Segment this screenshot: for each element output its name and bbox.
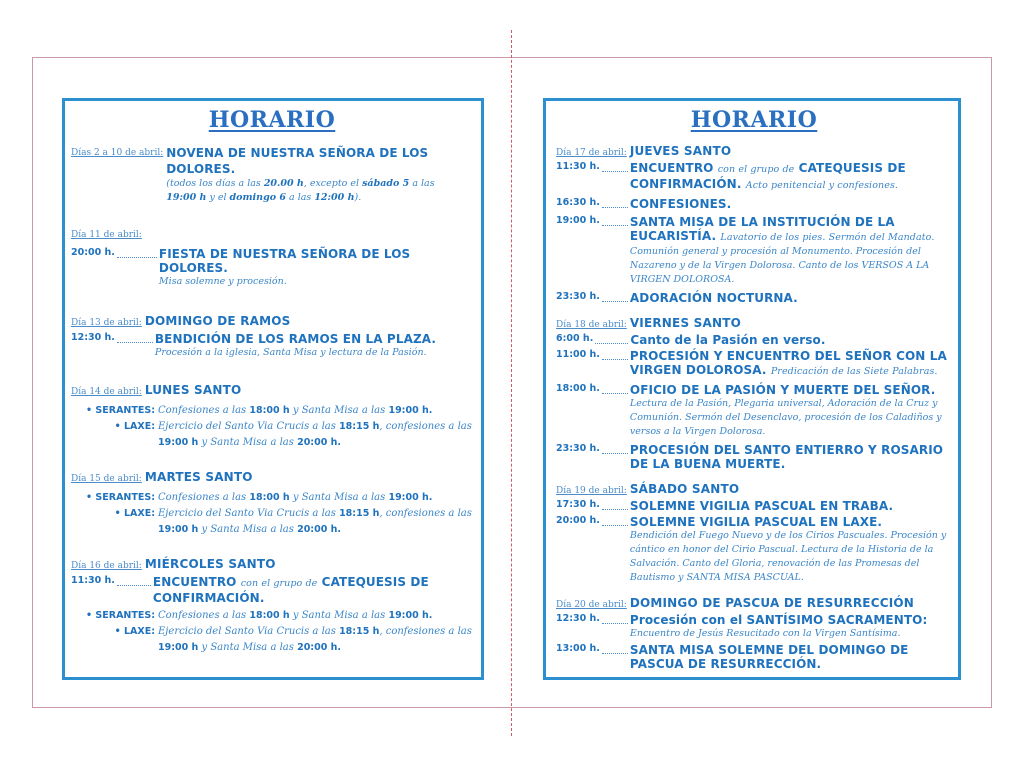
day18-ev3-time: 18:00 h. bbox=[556, 383, 600, 394]
left-schedule-panel bbox=[62, 98, 484, 680]
day18-block bbox=[556, 315, 952, 471]
day18-ev4-title: PROCESIÓN DEL SANTO ENTIERRO Y ROSARIO DE LA BUENA MUERTE. bbox=[629, 443, 944, 471]
day16-laxe: • LAXE: Ejercicio del Santo Via Crucis a las 18:15 h, confesiones a las 19:00 h y Santa Misa a las 20:00 h. bbox=[114, 626, 472, 653]
day17-head: JUEVES SANTO bbox=[629, 144, 732, 158]
day13-note: Procesión a la iglesia, Santa Misa y lectura de la Pasión. bbox=[154, 347, 427, 358]
day20-ev1-time: 12:30 h. bbox=[556, 613, 600, 624]
right-schedule-panel bbox=[543, 98, 961, 680]
day18-head: VIERNES SANTO bbox=[629, 316, 742, 330]
day16-head: MIÉRCOLES SANTO bbox=[144, 557, 276, 571]
day15-date: Día 15 de abril: bbox=[71, 474, 142, 484]
day15-block bbox=[71, 469, 473, 538]
day14-date: Día 14 de abril: bbox=[71, 387, 142, 397]
right-title: HORARIO bbox=[690, 107, 818, 133]
day11-title: FIESTA DE NUESTRA SEÑORA DE LOS DOLORES. bbox=[158, 247, 411, 275]
fold-line bbox=[511, 30, 512, 736]
day16-block bbox=[71, 556, 473, 656]
day19-ev2-time: 20:00 h. bbox=[556, 515, 600, 526]
day13-block bbox=[71, 313, 473, 360]
day11-date: Día 11 de abril: bbox=[71, 230, 142, 240]
day18-ev3-note: Lectura de la Pasión, Plegaria universal, Adoración de la Cruz y Comunión. Sermón del Desenclavo, procesión de los Caladiños y versos a la Virgen Dolorosa. bbox=[629, 398, 942, 437]
day17-ev3-note: Comunión general y procesión al Monumento. Procesión del Nazareno y de la Virgen Dolorosa. Canto de los VERSOS A LA VIRGEN DOLOROSA. bbox=[629, 246, 930, 285]
day14-laxe: • LAXE: Ejercicio del Santo Via Crucis a las 18:15 h, confesiones a las 19:00 h y Santa Misa a las 20:00 h. bbox=[114, 421, 472, 448]
day20-ev1-note: Encuentro de Jesús Resucitado con la Virgen Santísima. bbox=[629, 628, 901, 639]
day13-time: 12:30 h. bbox=[71, 332, 115, 343]
day20-head: DOMINGO DE PASCUA DE RESURRECCIÓN bbox=[629, 596, 915, 610]
day17-date: Día 17 de abril: bbox=[556, 148, 627, 158]
day17-ev3-time: 19:00 h. bbox=[556, 215, 600, 226]
day17-ev2-title: CONFESIONES. bbox=[629, 197, 732, 211]
day19-ev1-time: 17:30 h. bbox=[556, 499, 600, 510]
day15-head: MARTES SANTO bbox=[144, 470, 253, 484]
day19-ev2-title: SOLEMNE VIGILIA PASCUAL EN LAXE. bbox=[629, 515, 883, 529]
day13-head: DOMINGO DE RAMOS bbox=[144, 314, 291, 328]
day17-ev1-time: 11:30 h. bbox=[556, 161, 600, 172]
day18-ev4-time: 23:30 h. bbox=[556, 443, 600, 454]
day18-ev1-time: 6:00 h. bbox=[556, 333, 594, 344]
day16-date: Día 16 de abril: bbox=[71, 561, 142, 571]
day16-time: 11:30 h. bbox=[71, 575, 115, 586]
day20-ev1-title: Procesión con el SANTÍSIMO SACRAMENTO: bbox=[629, 613, 928, 627]
day17-ev3-title: SANTA MISA DE LA INSTITUCIÓN DE LA EUCARISTÍA. Lavatorio de los pies. Sermón del Mandato. bbox=[629, 215, 935, 243]
day17-ev1-title: ENCUENTRO con el grupo de CATEQUESIS DE CONFIRMACIÓN. Acto penitencial y confesiones. bbox=[629, 161, 906, 191]
day20-ev2-time: 13:00 h. bbox=[556, 643, 600, 654]
day18-ev1-title: Canto de la Pasión en verso. bbox=[630, 333, 826, 347]
novena-note: (todos los días a las 20.00 h, excepto el sábado 5 a las 19:00 h y el domingo 6 a las 12:00 h). bbox=[166, 178, 435, 203]
day14-serantes: • SERANTES: Confesiones a las 18:00 h y Santa Misa a las 19:00 h. bbox=[86, 405, 433, 416]
day19-date: Día 19 de abril: bbox=[556, 486, 627, 496]
left-title: HORARIO bbox=[208, 107, 336, 133]
day18-ev3-title: OFICIO DE LA PASIÓN Y MUERTE DEL SEÑOR. bbox=[629, 383, 936, 397]
day19-ev1-title: SOLEMNE VIGILIA PASCUAL EN TRABA. bbox=[629, 499, 894, 513]
novena-date: Días 2 a 10 de abril: bbox=[71, 148, 164, 158]
day11-block bbox=[71, 227, 473, 289]
novena-block bbox=[71, 145, 473, 205]
day17-ev4-time: 23:30 h. bbox=[556, 291, 600, 302]
day13-date: Día 13 de abril: bbox=[71, 318, 142, 328]
day15-laxe: • LAXE: Ejercicio del Santo Via Crucis a las 18:15 h, confesiones a las 19:00 h y Santa Misa a las 20:00 h. bbox=[114, 508, 472, 535]
day16-title: ENCUENTRO con el grupo de CATEQUESIS DE CONFIRMACIÓN. bbox=[152, 575, 429, 605]
novena-title: NOVENA DE NUESTRA SEÑORA DE LOS DOLORES. bbox=[166, 146, 429, 176]
day13-title: BENDICIÓN DE LOS RAMOS EN LA PLAZA. bbox=[154, 332, 437, 346]
day20-date: Día 20 de abril: bbox=[556, 600, 627, 610]
day19-block bbox=[556, 481, 952, 585]
day11-note: Misa solemne y procesión. bbox=[158, 276, 287, 287]
day17-block bbox=[556, 143, 952, 305]
day14-block bbox=[71, 382, 473, 451]
day11-time: 20:00 h. bbox=[71, 247, 115, 258]
day16-serantes: • SERANTES: Confesiones a las 18:00 h y Santa Misa a las 19:00 h. bbox=[86, 610, 433, 621]
day17-ev4-title: ADORACIÓN NOCTURNA. bbox=[629, 291, 798, 305]
day18-ev2-title: PROCESIÓN Y ENCUENTRO DEL SEÑOR CON LA VIRGEN DOLOROSA. Predicación de las Siete Palabras. bbox=[629, 349, 947, 377]
day20-block bbox=[556, 595, 952, 671]
day17-ev2-time: 16:30 h. bbox=[556, 197, 600, 208]
day20-ev2-title: SANTA MISA SOLEMNE DEL DOMINGO DE PASCUA DE RESURRECCIÓN. bbox=[629, 643, 909, 671]
day18-ev2-time: 11:00 h. bbox=[556, 349, 600, 360]
day15-serantes: • SERANTES: Confesiones a las 18:00 h y Santa Misa a las 19:00 h. bbox=[86, 492, 433, 503]
day18-date: Día 18 de abril: bbox=[556, 320, 627, 330]
day19-head: SÁBADO SANTO bbox=[629, 482, 740, 496]
day19-ev2-note: Bendición del Fuego Nuevo y de los Cirios Pascuales. Procesión y cántico en honor del Cirio Pascual. Lectura de la Historia de la Salvación. Canto del Gloria, renovación de las Promesas del Bautismo y SANTA MISA PASCUAL. bbox=[629, 530, 947, 583]
day14-head: LUNES SANTO bbox=[144, 383, 242, 397]
